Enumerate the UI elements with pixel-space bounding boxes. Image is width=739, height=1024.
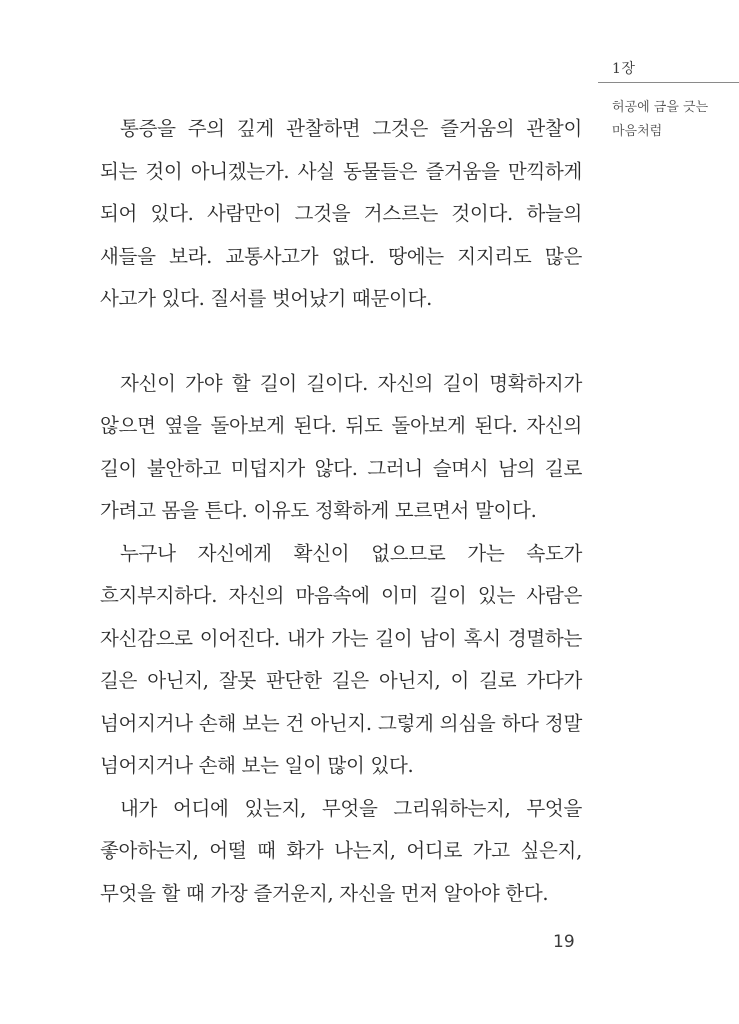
chapter-subtitle-line-2: 마음처럼 bbox=[612, 124, 663, 139]
header-divider bbox=[598, 82, 739, 83]
chapter-subtitle-line-1: 허공에 금을 긋는 bbox=[612, 100, 709, 115]
chapter-label: 1장 bbox=[612, 61, 636, 77]
paragraph-2: 자신이 가야 할 길이 길이다. 자신의 길이 명확하지가 않으면 옆을 돌아보게 된다. 뒤도 돌아보게 된다. 자신의 길이 불안하고 미덥지가 않다. 그러니 슬며시 남의 길로 가려고 몸을 튼다. 이유도 정확하게 모르면서 말이다. bbox=[100, 371, 582, 522]
paragraph-4: 내가 어디에 있는지, 무엇을 그리워하는지, 무엇을 좋아하는지, 어떨 때 화가 나는지, 어디로 가고 싶은지, 무엇을 할 때 가장 즐거운지, 자신을 먼저 알아야 한다. bbox=[100, 796, 582, 905]
chapter-subtitle bbox=[612, 96, 739, 144]
paragraph-1: 통증을 주의 깊게 관찰하면 그것은 즐거움의 관찰이 되는 것이 아니겠는가. 사실 동물들은 즐거움을 만끽하게 되어 있다. 사람만이 그것을 거스르는 것이다. 하늘의 새들을 보라. 교통사고가 없다. 땅에는 지지리도 많은 사고가 있다. 질서를 벗어났기 때문이다. bbox=[100, 117, 582, 310]
page-number: 19 bbox=[553, 932, 575, 952]
paragraph-3: 누구나 자신에게 확신이 없으므로 가는 속도가 흐지부지하다. 자신의 마음속에 이미 길이 있는 사람은 자신감으로 이어진다. 내가 가는 길이 남이 혹시 경멸하는 길은 아닌지, 잘못 판단한 길은 아닌지, 이 길로 가다가 넘어지거나 손해 보는 건 아닌지. 그렇게 의심을 하다 정말 넘어지거나 손해 보는 일이 많이 있다. bbox=[100, 541, 582, 777]
body-text bbox=[100, 108, 582, 915]
